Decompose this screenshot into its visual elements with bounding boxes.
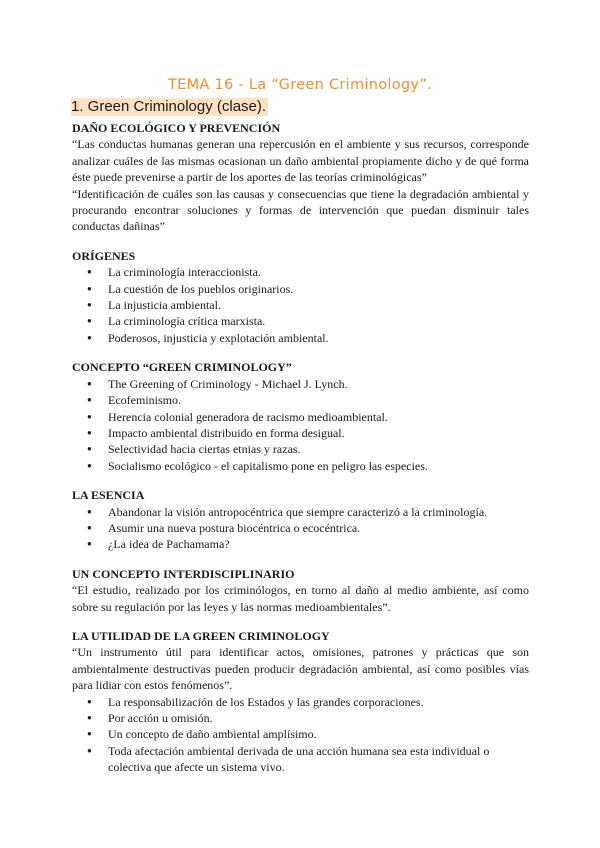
document-body <box>72 120 529 776</box>
list-item: ● La cuestión de los pueblos originarios. <box>72 281 529 297</box>
list-item: ● Toda afectación ambiental derivada de una acción humana sea esta individual o colectiva que afecte un sistema vivo. <box>72 743 529 776</box>
list-item: ● Asumir una nueva postura biocéntrica o ecocéntrica. <box>72 520 529 536</box>
list-item: ● Por acción u omisión. <box>72 710 529 726</box>
list-item: ● Herencia colonial generadora de racismo medioambiental. <box>72 409 529 425</box>
paragraph-utilidad: “Un instrumento útil para identificar actos, omisiones, patrones y prácticas que son ambientalmente destructivas pueden producir degradación ambiental, así como posibles vías para lidiar con estos fenómenos”. <box>72 645 529 693</box>
list-item: ● The Greening of Criminology - Michael J. Lynch. <box>72 376 529 392</box>
list-item: ● Selectividad hacia ciertas etnias y razas. <box>72 441 529 457</box>
list-item: ● Abandonar la visión antropocéntrica que siempre caracterizó a la criminología. <box>72 504 529 520</box>
heading-concepto: CONCEPTO “GREEN CRIMINOLOGY” <box>72 360 292 375</box>
list-item: ● Impacto ambiental distribuido en forma desigual. <box>72 425 529 441</box>
document-title: TEMA 16 - La “Green Criminology”. <box>167 77 433 93</box>
section-heading: 1. Green Criminology (clase). <box>71 98 267 115</box>
list-item: ● Ecofeminismo. <box>72 392 529 408</box>
list-item: ● Poderosos, injusticia y explotación ambiental. <box>72 330 529 346</box>
heading-esencia: LA ESENCIA <box>72 488 145 503</box>
list-origenes <box>72 264 529 346</box>
list-item: ● La responsabilización de los Estados y las grandes corporaciones. <box>72 694 529 710</box>
list-utilidad <box>72 694 529 776</box>
list-item: ● La criminología crítica marxista. <box>72 313 529 329</box>
paragraph-danio-1: “Las conductas humanas generan una repercusión en el ambiente y sus recursos, corresponde analizar cuáles de las mismas ocasionan un daño ambiental propiamente dicho y de qué forma éste puede prevenirse a partir de los aportes de las teorías criminológicas” <box>72 137 529 185</box>
list-item: ● ¿La idea de Pachamama? <box>72 536 529 552</box>
heading-utilidad: LA UTILIDAD DE LA GREEN CRIMINOLOGY <box>72 628 330 643</box>
list-concepto <box>72 376 529 474</box>
list-item: ● La criminología interaccionista. <box>72 264 529 280</box>
heading-danio: DAÑO ECOLÓGICO Y PREVENCIÓN <box>72 121 281 135</box>
list-item: ● Socialismo ecológico - el capitalismo pone en peligro las especies. <box>72 458 529 474</box>
heading-interdisciplinario: UN CONCEPTO INTERDISCIPLINARIO <box>72 566 295 581</box>
list-item: ● La injusticia ambiental. <box>72 297 529 313</box>
list-esencia <box>72 504 529 553</box>
heading-origenes: ORÍGENES <box>72 248 136 263</box>
paragraph-danio-2: “Identificación de cuáles son las causas y consecuencias que tiene la degradación ambiental y procurando encontrar soluciones y formas de intervención que puedan disminuir tales conductas dañinas” <box>72 186 529 234</box>
paragraph-interdisciplinario: “El estudio, realizado por los criminólogos, en torno al daño al medio ambiente, así como sobre su regulación por las leyes y las normas medioambientales”. <box>72 583 529 614</box>
list-item: ● Un concepto de daño ambiental amplísimo. <box>72 726 529 742</box>
